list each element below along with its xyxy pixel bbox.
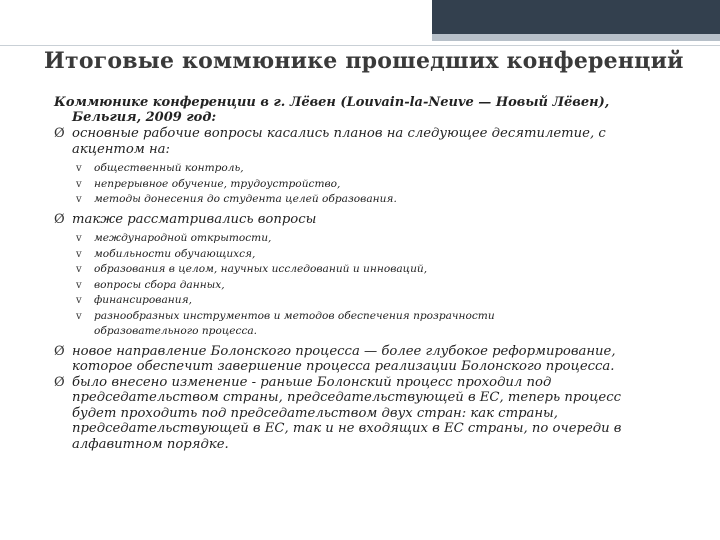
sub-bullet-text-line: международной открытости, (94, 232, 272, 244)
bullet-text-line: которое обеспечит завершение процесса реализации Болонского процесса. (72, 359, 615, 374)
sub-bullet-item (54, 278, 674, 294)
bullet-text-line: также рассматривались вопросы (72, 211, 317, 227)
header-divider (0, 45, 720, 46)
diamond-bullet-icon: v (76, 310, 82, 322)
diamond-bullet-icon: v (76, 233, 82, 244)
sub-bullet-list (54, 231, 674, 340)
header-accent-dark (432, 0, 720, 34)
sub-bullet-text-line: непрерывное обучение, трудоустройство, (94, 177, 341, 190)
bullet-text-line: председательством страны, председательствующей в ЕС, теперь процесс (72, 390, 621, 405)
bullet-item (54, 375, 674, 453)
arrow-bullet-icon: Ø (54, 343, 65, 359)
bullet-list (54, 126, 674, 452)
sub-bullet-text-line: финансирования, (94, 294, 192, 306)
sub-bullet-text-line: вопросы сбора данных, (94, 278, 225, 291)
bullet-item (54, 126, 674, 157)
bullet-text-line: алфавитном порядке. (72, 436, 229, 452)
slide-body (54, 95, 674, 452)
sub-bullet-text-line: общественный контроль, (94, 162, 244, 174)
diamond-bullet-icon: v (76, 248, 82, 260)
bullet-text-line: председательствующей в ЕС, так и не входящих в ЕС страны, по очереди в (72, 421, 622, 436)
sub-bullet-item (54, 192, 674, 208)
diamond-bullet-icon: v (76, 295, 82, 306)
sub-bullet-text-line: мобильности обучающихся, (94, 247, 256, 260)
sub-bullet-text-line: образовательного процесса. (94, 325, 258, 337)
arrow-bullet-icon: Ø (54, 126, 65, 141)
sub-bullet-item (54, 231, 674, 247)
sub-bullet-list (54, 161, 674, 208)
intro-line-2: Бельгия, 2009 год: (72, 110, 217, 125)
bullet-item (54, 344, 674, 375)
diamond-bullet-icon: v (76, 279, 82, 291)
diamond-bullet-icon: v (76, 163, 82, 174)
intro-line-1: Коммюнике конференции в г. Лёвен (Louvain-la-Neuve — Новый Лёвен), (54, 95, 610, 110)
sub-bullet-text-line: образования в целом, научных исследований и инноваций, (94, 263, 428, 275)
bullet-text-line: основные рабочие вопросы касались планов на следующее десятилетие, с (72, 126, 606, 141)
sub-bullet-text-line: методы донесения до студента целей образования. (94, 193, 397, 205)
sub-bullet-item (54, 247, 674, 263)
bullet-text-line: было внесено изменение - раньше Болонский процесс проходил под (72, 374, 552, 390)
sub-bullet-item (54, 177, 674, 193)
diamond-bullet-icon: v (76, 178, 82, 190)
intro-text (54, 95, 674, 125)
sub-bullet-item (54, 293, 674, 309)
diamond-bullet-icon: v (76, 264, 82, 275)
bullet-item (54, 212, 674, 228)
sub-bullet-item (54, 262, 674, 278)
slide-title: Итоговые коммюнике прошедших конференций (44, 48, 684, 74)
sub-bullet-text-line: разнообразных инструментов и методов обеспечения прозрачности (94, 309, 495, 322)
arrow-bullet-icon: Ø (54, 374, 65, 390)
bullet-text-line: акцентом на: (72, 141, 170, 157)
sub-bullet-item (54, 309, 674, 340)
sub-bullet-item (54, 161, 674, 177)
bullet-text-line: новое направление Болонского процесса — более глубокое реформирование, (72, 343, 616, 359)
arrow-bullet-icon: Ø (54, 211, 65, 227)
diamond-bullet-icon: v (76, 194, 82, 205)
header-accent-light (432, 34, 720, 41)
bullet-text-line: будет проходить под председательством двух стран: как страны, (72, 405, 558, 421)
